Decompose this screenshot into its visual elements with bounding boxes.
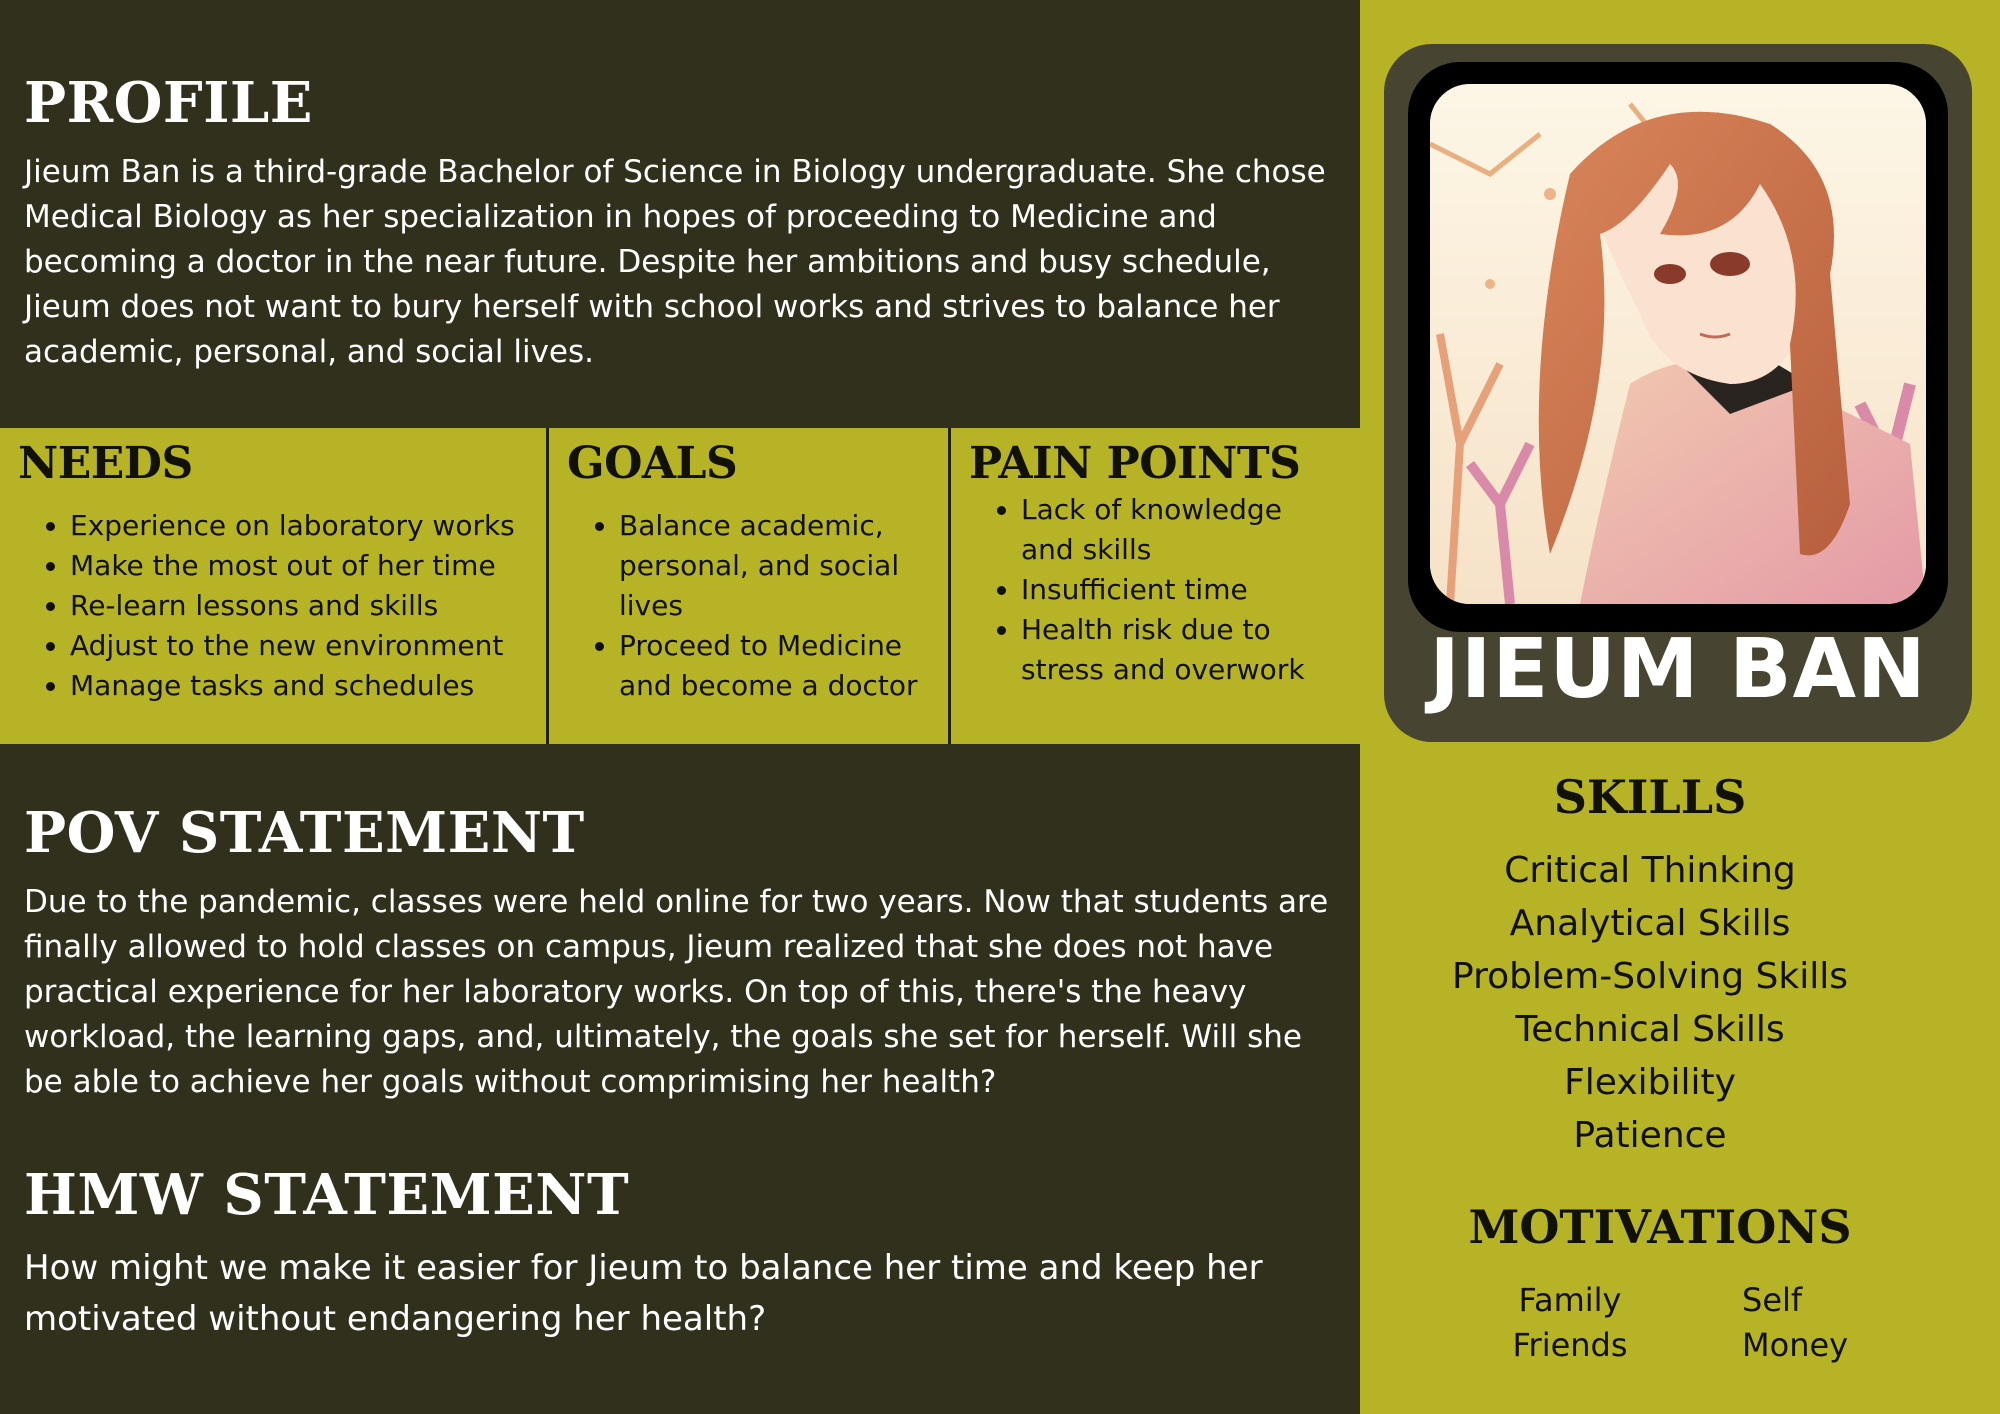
goals-section bbox=[549, 428, 949, 744]
pov-heading: POV STATEMENT bbox=[24, 800, 585, 866]
needs-goals-painpoints-band bbox=[0, 428, 1360, 744]
list-item: • Manage tasks and schedules bbox=[70, 666, 550, 706]
persona-name: JIEUM BAN bbox=[1429, 622, 1927, 717]
motivations-column-2 bbox=[1710, 1278, 1860, 1368]
pov-text: Due to the pandemic, classes were held online for two years. Now that students are finally allowed to hold classes on campus, Jieum realized that she does not have practical experience for her laboratory works. On top of this, there's the heavy workload, the learning gaps, and, ultimately, the goals she set for herself. Will she be able to achieve her goals without comprimising her health? bbox=[24, 884, 1329, 1100]
photo-frame bbox=[1408, 62, 1948, 632]
list-item: Critical Thinking bbox=[1504, 850, 1796, 891]
list-item: Problem-Solving Skills bbox=[1452, 956, 1848, 997]
motivations-column-1 bbox=[1480, 1278, 1660, 1368]
motivations-heading: MOTIVATIONS bbox=[1468, 1200, 1852, 1254]
list-item: Self bbox=[1742, 1281, 1803, 1319]
list-item: Patience bbox=[1573, 1115, 1727, 1156]
persona-illustration bbox=[1430, 84, 1926, 604]
list-item: Friends bbox=[1512, 1326, 1628, 1364]
list-item: • Experience on laboratory works bbox=[70, 506, 550, 546]
persona-card bbox=[1384, 44, 1972, 742]
list-item: Flexibility bbox=[1564, 1062, 1736, 1103]
hmw-heading: HMW STATEMENT bbox=[24, 1162, 630, 1228]
list-item: • Lack of knowledge and skills bbox=[1021, 490, 1341, 570]
goals-heading: GOALS bbox=[567, 438, 738, 489]
needs-list bbox=[70, 506, 550, 706]
needs-heading: NEEDS bbox=[18, 438, 193, 489]
list-item: • Adjust to the new environment bbox=[70, 626, 550, 666]
profile-heading: PROFILE bbox=[24, 70, 313, 136]
skills-heading: SKILLS bbox=[1553, 770, 1747, 824]
list-item: • Balance academic, personal, and social lives bbox=[619, 506, 959, 626]
list-item: • Make the most out of her time bbox=[70, 546, 550, 586]
list-item: • Health risk due to stress and overwork bbox=[1021, 610, 1341, 690]
list-item: Money bbox=[1742, 1326, 1849, 1364]
goals-list bbox=[619, 506, 959, 706]
pain-points-list bbox=[1021, 490, 1341, 690]
list-item: Family bbox=[1518, 1281, 1622, 1319]
profile-text: Jieum Ban is a third-grade Bachelor of Science in Biology undergraduate. She chose Medical Biology as her specialization in hopes of proceeding to Medicine and becoming a doctor in the near future. Despite her ambitions and busy schedule, Jieum does not want to bury herself with school works and strives to balance her academic, personal, and social lives. bbox=[24, 154, 1326, 370]
list-item: Analytical Skills bbox=[1509, 903, 1791, 944]
needs-section bbox=[0, 428, 546, 744]
list-item: • Re-learn lessons and skills bbox=[70, 586, 550, 626]
list-item: Technical Skills bbox=[1515, 1009, 1785, 1050]
persona-avatar bbox=[1430, 84, 1926, 604]
skills-list bbox=[1360, 844, 1940, 1162]
pain-points-heading: PAIN POINTS bbox=[969, 438, 1301, 489]
hmw-text: How might we make it easier for Jieum to balance her time and keep her motivated without endangering her health? bbox=[24, 1248, 1263, 1339]
list-item: • Proceed to Medicine and become a doctor bbox=[619, 626, 959, 706]
list-item: • Insufficient time bbox=[1021, 570, 1341, 610]
pain-points-section bbox=[951, 428, 1360, 744]
